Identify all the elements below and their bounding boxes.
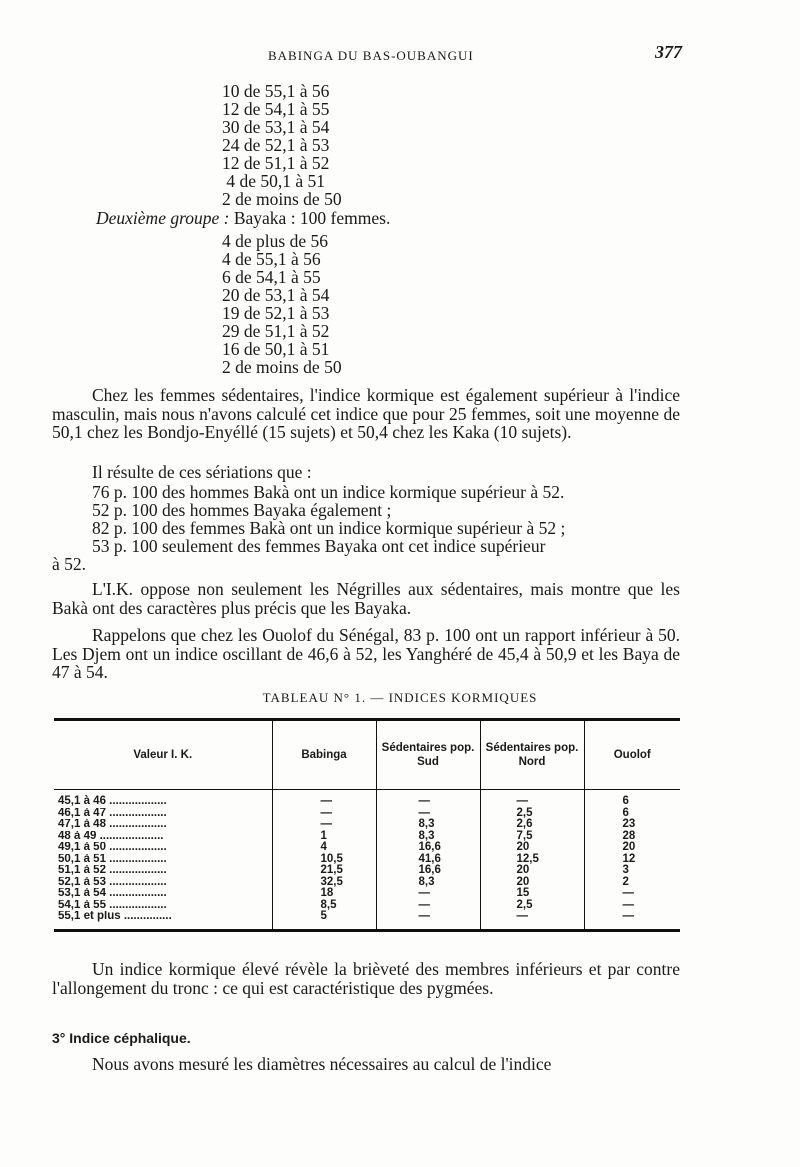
series-line: 12 de 51,1 à 52 [222,153,330,173]
cell-nord: — [480,790,584,808]
cell-ouolof: — [622,910,634,922]
cell-nord: 7,5 [480,831,584,843]
cell-ouolof: — [622,898,634,911]
cell-nord: — [480,911,584,930]
cell-sud: 8,3 [376,877,480,889]
cell-range: 48 à 49 .................... [54,831,272,843]
series-line: 29 de 51,1 à 52 [222,321,330,341]
cell-sud: — [376,911,480,930]
column-header: Sédentaires pop. Sud [376,720,480,790]
cell-ouolof: 12 [622,852,636,865]
cell-nord: 2,6 [480,819,584,831]
page-number: 377 [655,42,682,62]
series-line: 20 de 53,1 à 54 [222,285,330,305]
paragraph: Chez les femmes sédentaires, l'indice kormique est également supérieur à l'indice masculin, mais nous n'avons calculé cet indice que pour 25 femmes, soit une moyenne de 50,1 chez les Bondjo-Enyéllé (15 sujets) et 50,4 chez les Kaka (10 sujets). [52,385,680,442]
cell-babinga: 18 [272,888,376,900]
cell-range: 46,1 à 47 .................. [54,808,272,820]
series-line: 2 de moins de 50 [222,189,342,209]
series-line: 4 de plus de 56 [222,231,328,251]
cell-sud: — [376,888,480,900]
column-header: Babinga [272,720,376,790]
cell-range: 54,1 à 55 .................. [54,900,272,912]
table-row [54,911,680,930]
cell-babinga: 4 [272,842,376,854]
result-line: 53 p. 100 seulement des femmes Bayaka ont cet indice supérieur [92,536,546,556]
cell-nord: 20 [480,877,584,889]
cell-babinga: 21,5 [272,865,376,877]
result-line: 52 p. 100 des hommes Bayaka également ; [92,500,392,520]
result-line: 82 p. 100 des femmes Bakà ont un indice kormique supérieur à 52 ; [92,518,566,538]
section-heading: 3° Indice céphalique. [52,1030,191,1046]
cell-range: 49,1 à 50 .................. [54,842,272,854]
series-line: 2 de moins de 50 [222,357,342,377]
paragraph: Un indice kormique élevé révèle la brièveté des membres inférieurs et par contre l'allongement du tronc : ce qui est caractéristique des pygmées. [52,959,680,998]
table-row [54,865,680,877]
table-row [54,854,680,866]
table-row [54,900,680,912]
cell-sud: 16,6 [376,865,480,877]
cell-ouolof: 28 [622,829,636,842]
cell-babinga: 8,5 [272,900,376,912]
cell-babinga: — [272,808,376,820]
result-tail: à 52. [52,554,87,574]
table-row [54,790,680,808]
cell-sud: 41,6 [376,854,480,866]
cell-nord: 12,5 [480,854,584,866]
cell-babinga: 10,5 [272,854,376,866]
series-line: 12 de 54,1 à 55 [222,99,330,119]
cell-nord: 20 [480,865,584,877]
series-line: 6 de 54,1 à 55 [222,267,321,287]
cell-sud: — [376,808,480,820]
cell-nord: 20 [480,842,584,854]
cell-babinga: 1 [272,831,376,843]
cell-range: 45,1 à 46 .................. [54,790,272,808]
cell-ouolof: — [622,887,634,899]
cell-nord: 15 [480,888,584,900]
group-label: Deuxième groupe : [96,208,230,228]
cell-ouolof: 23 [622,818,636,830]
group-heading [96,208,390,229]
cell-sud: 8,3 [376,831,480,843]
series-line: 16 de 50,1 à 51 [222,339,330,359]
group-text: Bayaka : 100 femmes. [229,208,391,228]
result-intro: Il résulte de ces sériations que : [92,462,312,482]
series-line: 10 de 55,1 à 56 [222,81,330,101]
cell-nord: 2,5 [480,900,584,912]
indices-table [54,718,680,932]
running-header: BABINGA DU BAS-OUBANGUI [268,48,474,63]
cell-ouolof: 6 [622,806,629,819]
column-header: Valeur I. K. [54,720,272,790]
cell-sud: 8,3 [376,819,480,831]
table-row [54,842,680,854]
cell-babinga: — [272,790,376,808]
table-row [54,888,680,900]
cell-sud: — [376,900,480,912]
column-header: Ouolof [584,720,680,790]
cell-nord: 2,5 [480,808,584,820]
cell-ouolof: 6 [622,795,629,807]
cell-babinga: — [272,819,376,831]
series-line: 30 de 53,1 à 54 [222,117,330,137]
cell-babinga: 32,5 [272,877,376,889]
table-header-row [54,720,680,790]
cell-range: 51,1 à 52 .................. [54,865,272,877]
series-line: 4 de 50,1 à 51 [222,171,326,191]
result-line: 76 p. 100 des hommes Bakà ont un indice kormique supérieur à 52. [92,482,565,502]
cell-babinga: 5 [272,911,376,930]
paragraph: L'I.K. oppose non seulement les Négrilles aux sédentaires, mais montre que les Bakà ont des caractères plus précis que les Bayaka. [52,579,680,618]
table-row [54,831,680,843]
cell-sud: — [376,790,480,808]
cell-ouolof: 3 [622,864,629,876]
table-row [54,877,680,889]
cell-sud: 16,6 [376,842,480,854]
cell-range: 55,1 et plus ............... [54,911,272,930]
series-line: 24 de 52,1 à 53 [222,135,330,155]
cell-ouolof: 20 [622,841,636,853]
paragraph: Rappelons que chez les Ouolof du Sénégal, 83 p. 100 ont un rapport inférieur à 50. Les Djem ont un indice oscillant de 46,6 à 52, les Yanghéré de 45,4 à 50,9 et les Baya de 47 à 54. [52,625,680,682]
table-row [54,819,680,831]
paragraph: Nous avons mesuré les diamètres nécessaires au calcul de l'indice [92,1054,552,1074]
table-title: TABLEAU N° 1. — INDICES KORMIQUES [262,690,538,705]
series-line: 4 de 55,1 à 56 [222,249,321,269]
cell-range: 53,1 à 54 .................. [54,888,272,900]
cell-range: 50,1 à 51 .................. [54,854,272,866]
table-row [54,808,680,820]
series-line: 19 de 52,1 à 53 [222,303,330,323]
column-header: Sédentaires pop. Nord [480,720,584,790]
cell-ouolof: 2 [622,875,629,888]
cell-range: 47,1 à 48 .................. [54,819,272,831]
cell-range: 52,1 à 53 .................. [54,877,272,889]
